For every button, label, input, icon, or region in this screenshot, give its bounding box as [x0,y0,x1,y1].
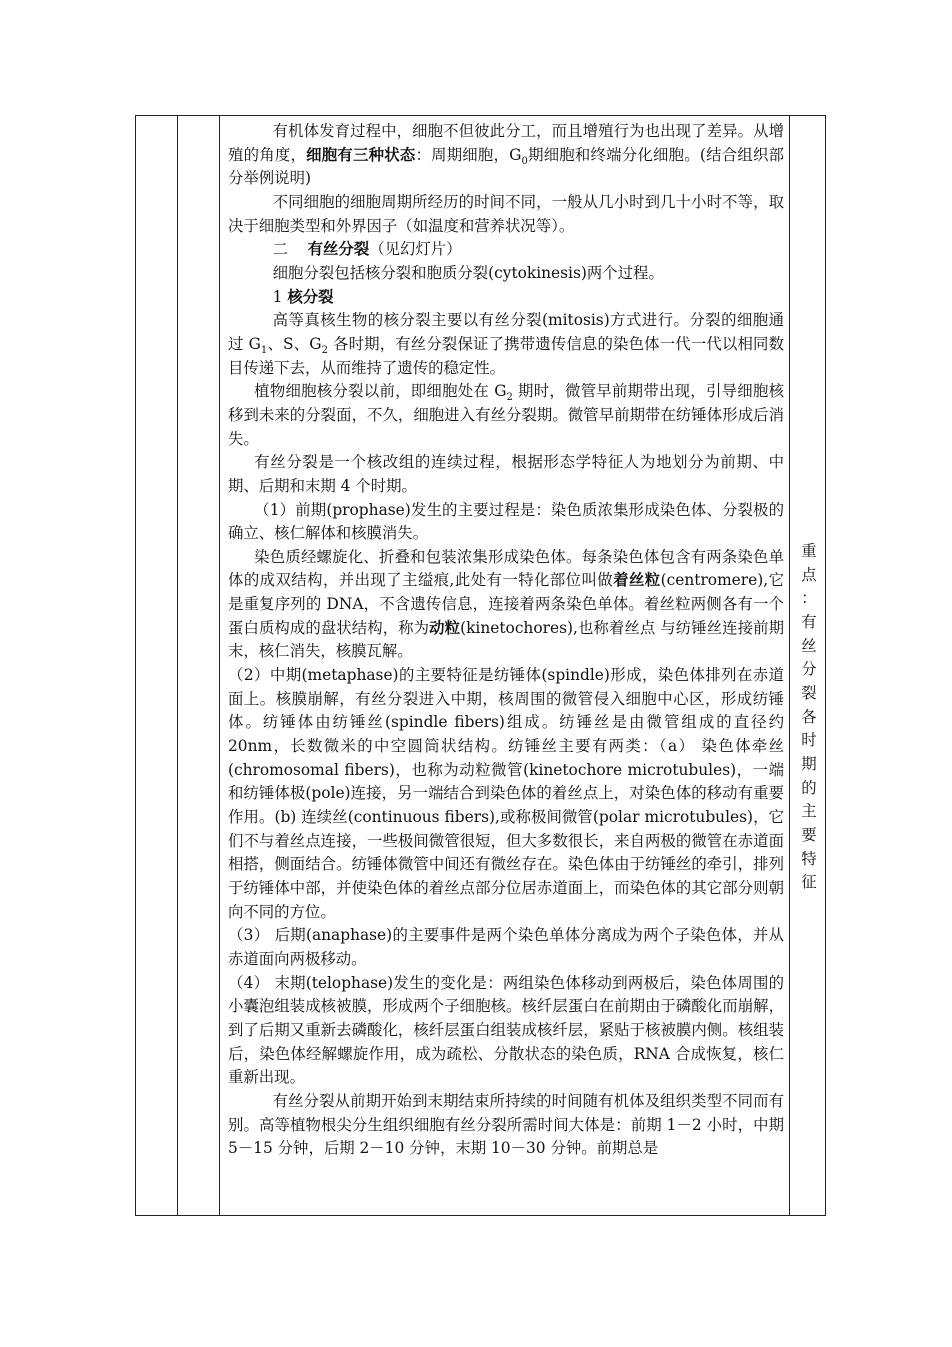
subsection-heading-nuclear-division [228,286,784,310]
text: (centromere),它是重复序列的 DNA，不含遗传信息，连接着两条染色单体。着丝粒两侧各有一个蛋白质构成的盘状结构，称为 [228,571,784,637]
column-divider-2 [219,116,220,1215]
paragraph-metaphase: （2）中期(metaphase)的主要特征是纺锤体(spindle)形成，染色体排列在赤道面上。核膜崩解，有丝分裂进入中期，核周围的微管侵入细胞中心区，形成纺锤体。纺锤体由纺锤丝(spindle fibers)组成。纺锤丝是由微管组成的直径约 20nm，长数微米的中空圆筒状结构。纺锤丝主要有两类：（a） 染色体牵丝(chromosomal fibers)，也称为动粒微管(kinetochore microtubules)，一端和纺锤体极(pole)连接，另一端结合到染色体的着丝点上，对染色体的移动有重要作用。(b) 连续丝(continuous fibers),或称极间微管(polar microtubules)，它们不与着丝点连接，一些极间微管很短，但大多数很长，来自两极的微管在赤道面相搭，侧面结合。纺锤体微管中间还有微丝存在。染色体由于纺锤丝的牵引，排列于纺锤体中部，并使染色体的着丝点部分位居赤道面上，而染色体的其它部分则朝向不同的方位。 [228,666,784,921]
note-char: 征 [801,873,817,892]
subscript: 0 [521,155,528,167]
paragraph-cycle-duration: 不同细胞的细胞周期所经历的时间不同，一般从几小时到几十小时不等，取决于细胞类型和外界因子（如温度和营养状况等）。 [228,192,784,235]
note-char: 点 [801,565,817,584]
text: 高等真核生物的核分裂主要以有丝分裂(mitosis)方式进行。分裂的细胞通过 G [228,311,784,353]
lesson-table [135,115,826,1216]
note-char: 分 [801,660,817,679]
text: 各时期，有丝分裂保证了携带遗传信息的染色体一代一代以相同数目传递下去，从而维持了遗传的稳定性。 [228,334,785,377]
text: 有机体发育过程中，细胞不但彼此分工，而且增殖行为也出现了差异。从增殖的角度， [228,122,784,164]
note-char: 特 [801,849,817,868]
note-char: 丝 [801,636,817,655]
paragraph-preprophase-band [228,380,784,451]
note-char: 的 [801,778,817,797]
text: 植物细胞核分裂以前，即细胞处在 G [254,382,507,401]
key-point-note [792,540,826,895]
paragraph-prophase: （1）前期(prophase)发生的主要过程是：染色质浓集形成染色体、分裂极的确立、核仁解体和核膜消失。 [228,500,784,543]
text: ：周期细胞，G [415,145,522,164]
subsection-title: 核分裂 [287,287,334,306]
section-note: （见幻灯片） [369,240,462,259]
note-char: 要 [801,825,817,844]
paragraph-mitosis-duration: 有丝分裂从前期开始到末期结束所持续的时间随有机体及组织类型不同而有别。高等植物根尖分生组织细胞有丝分裂所需时间大体是：前期 1－2 小时，中期 5－15 分钟，后期 2－10 分钟，末期 10－30 分钟。前期总是 [228,1091,784,1158]
note-char: 重 [801,542,817,560]
subscript: 2 [321,344,328,356]
note-char: 裂 [801,683,817,702]
section-number: 二 [272,240,289,259]
emphasis-three-states: 细胞有三种状态 [306,145,416,164]
column-divider-3 [789,116,790,1215]
paragraph-mitosis-intro [228,309,784,380]
paragraph-chromosome-condensation [228,546,784,664]
text: 、S、G [267,334,322,353]
emphasis-kinetochore: 动粒 [429,618,461,637]
section-heading-mitosis [228,238,784,262]
note-char: 有 [801,612,817,631]
text: 染色质经螺旋化、折叠和包装浓集形成染色体。每条染色体包含有两条染色单体的成双结构，并出现了主缢痕,此处有一特化部位叫做 [228,547,784,590]
subscript: 2 [506,392,513,404]
lesson-content [228,120,784,1161]
emphasis-centromere: 着丝粒 [613,571,661,590]
note-char: 各 [801,707,817,726]
note-char: ： [801,589,817,608]
note-char: 主 [801,802,817,821]
text: 期时，微管早前期带出现，引导细胞核移到未来的分裂面，不久，细胞进入有丝分裂期。微管早前期带在纺锤体形成后消失。 [228,382,784,448]
paragraph-anaphase: （3） 后期(anaphase)的主要事件是两个染色单体分离成为两个子染色体，并从赤道面向两极移动。 [228,926,784,968]
section-title: 有丝分裂 [307,240,370,259]
note-char: 期 [801,754,817,773]
paragraph-four-phases: 有丝分裂是一个核改组的连续过程，根据形态学特征人为地划分为前期、中期、后期和末期 4 个时期。 [228,453,784,495]
paragraph-cell-states [228,120,784,191]
column-divider-1 [177,116,178,1215]
paragraph-telophase: （4） 末期(telophase)发生的变化是：两组染色体移动到两极后，染色体周围的小囊泡组装成核被膜，形成两个子细胞核。核纤层蛋白在前期由于磷酸化而崩解，到了后期又重新去磷酸化，核纤层蛋白组装成核纤层，紧贴于核被膜内侧。核组装后，染色体经解螺旋作用，成为疏松、分散状态的染色质，RNA 合成恢复，核仁重新出现。 [228,973,784,1087]
text: 期细胞和终端分化细胞。(结合组织部分举例说明) [228,145,784,188]
subscript: 1 [260,344,268,356]
text: (kinetochores),也称着丝点 与纺锤丝连接前期末，核仁消失，核膜瓦解。 [228,618,784,661]
paragraph-division-processes: 细胞分裂包括核分裂和胞质分裂(cytokinesis)两个过程。 [272,263,664,282]
note-char: 时 [801,731,817,750]
subsection-number: 1 [272,287,283,306]
